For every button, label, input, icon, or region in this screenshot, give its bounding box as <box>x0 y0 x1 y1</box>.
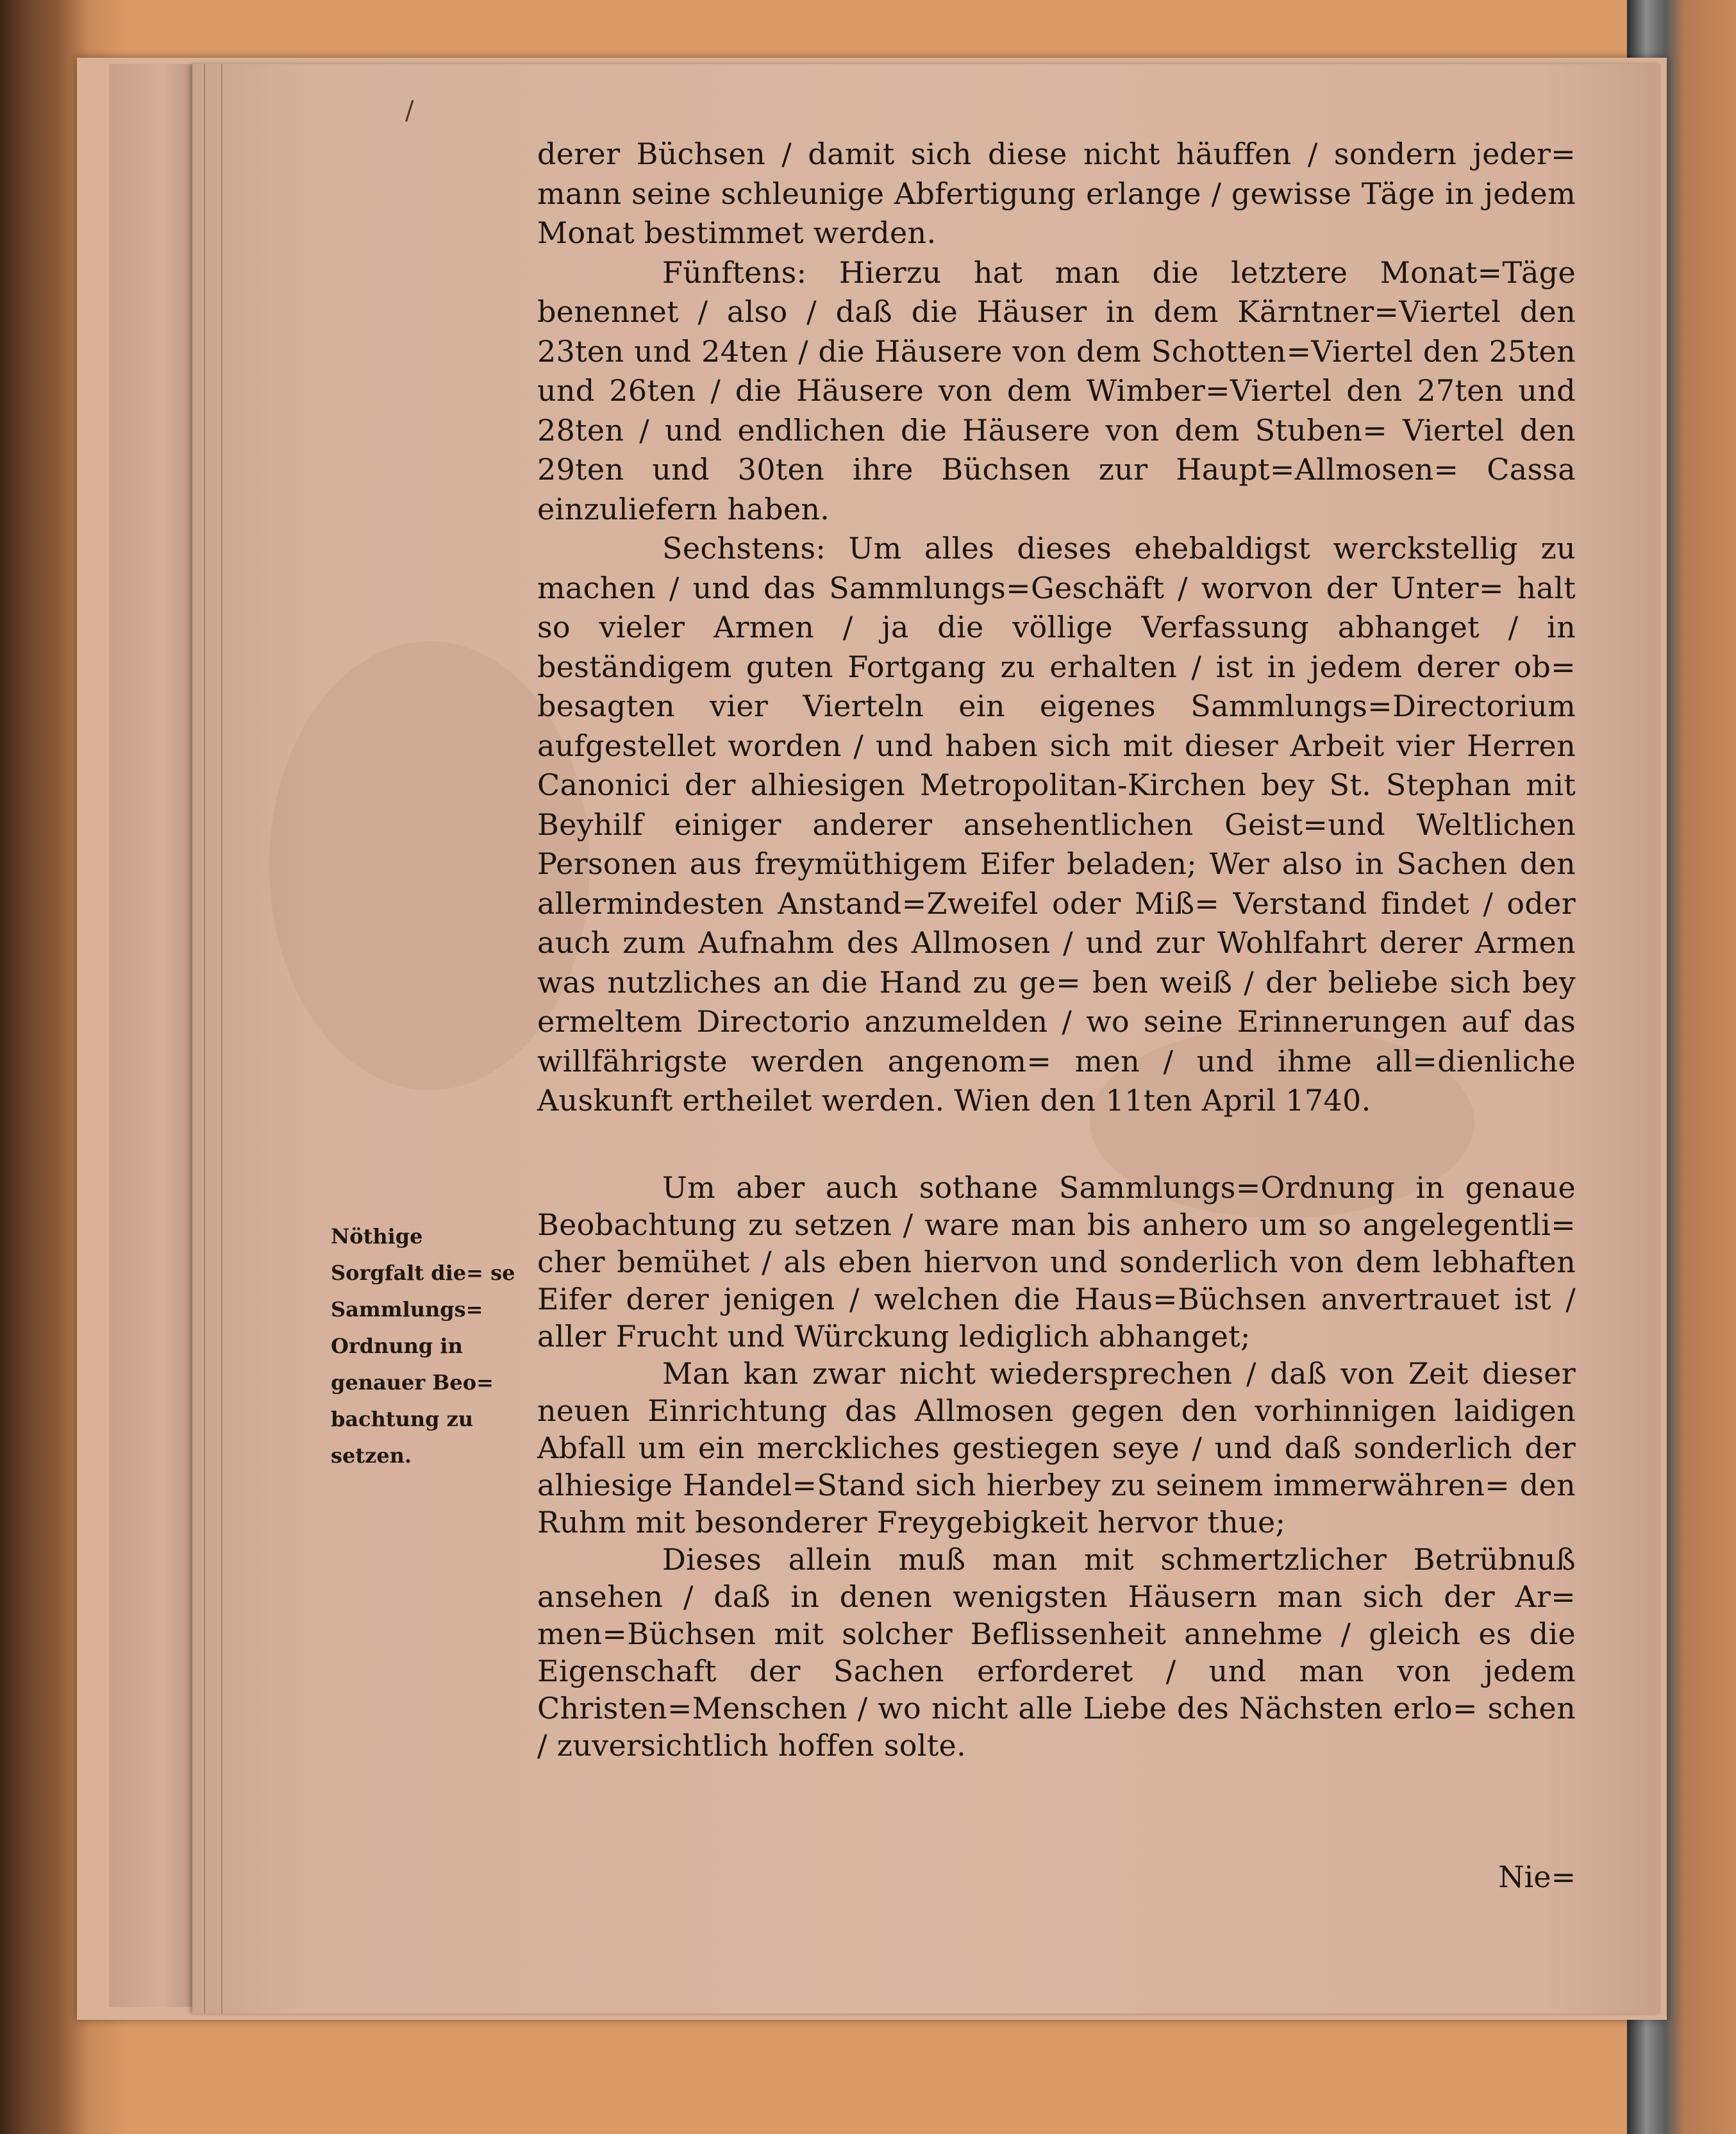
main-text-column <box>537 135 1576 1764</box>
page-edge-line <box>221 64 222 2013</box>
paragraph-einrichtung: Man kan zwar nicht wiedersprechen / daß von Zeit dieser neuen Einrichtung das Allmosen gegen den vorhinnigen laidigen Abfall um ein merckliches gestiegen seye / und daß sonderlich der alhiesige Handel=Stand sich hierbey zu seinem immerwähren= den Ruhm mit besonderer Freygebigkeit hervor thue; <box>537 1356 1576 1540</box>
page-gutter-edge <box>109 64 199 2007</box>
paragraph-fuenftens: Fünftens: Hierzu hat man die letztere Monat=Täge benennet / also / daß die Häuser in dem Kärntner=Viertel den 23ten und 24ten / die Häusere von dem Schotten=Viertel den 25ten und 26ten / die Häusere von dem Wimber=Viertel den 27ten und 28ten / und endlichen die Häusere von dem Stuben= Viertel den 29ten und 30ten ihre Büchsen zur Haupt=Allmosen= Cassa einzuliefern haben. <box>537 255 1576 526</box>
margin-mark: / <box>405 96 414 126</box>
paragraph-sammlungs-ordnung: Um aber auch sothane Sammlungs=Ordnung in genaue Beobachtung zu setzen / ware man bis anhero um so angelegentli= cher bemühet / als eben hiervon und sonderlich von dem lebhaften Eifer derer jenigen / welchen die Haus=Büchsen anvertrauet ist / aller Frucht und Würckung lediglich abhanget; <box>537 1170 1576 1354</box>
paragraph-sechstens: Sechstens: Um alles dieses ehebaldigst werckstellig zu machen / und das Sammlungs=Geschäft / worvon der Unter= halt so vieler Armen / ja die völlige Verfassung abhanget / in beständigem guten Fortgang zu erhalten / ist in jedem derer ob= besagten vier Vierteln ein eigenes Sammlungs=Directorium aufgestellet worden / und haben sich mit dieser Arbeit vier Herren Canonici der alhiesigen Metropolitan-Kirchen bey St. Stephan mit Beyhilf einiger anderer ansehentlichen Geist=und Weltlichen Personen aus freymüthigem Eifer beladen; Wer also in Sachen den allermindesten Anstand=Zweifel oder Miß= Verstand findet / oder auch zum Aufnahm des Allmosen / und zur Wohlfahrt derer Armen was nutzliches an die Hand zu ge= ben weiß / der beliebe sich bey ermeltem Directorio anzumelden / wo seine Erinnerungen auf das willfährigste werden angenom= men / und ihme all=dienliche Auskunft ertheilet werden. Wien den 11ten April 1740. <box>537 531 1576 1118</box>
marginal-note: Nöthige Sorgfalt die= se Sammlungs= Ordnung in genauer Beo= bachtung zu setzen. <box>331 1224 515 1468</box>
paragraph-intro: derer Büchsen / damit sich diese nicht häuffen / sondern jeder= mann seine schleunige Abfertigung erlange / gewisse Täge in jedem Monat bestimmet werden. <box>537 137 1576 250</box>
catchword: Nie= <box>1498 1860 1576 1894</box>
paragraph-betruebnuss: Dieses allein muß man mit schmertzlicher Betrübnuß ansehen / daß in denen wenigsten Häusern man sich der Ar= men=Büchsen mit solcher Beflissenheit annehme / gleich es die Eigenschaft der Sachen erforderet / und man von jedem Christen=Menschen / wo nicht alle Liebe des Nächsten erlo= schen / zuversichtlich hoffen solte. <box>537 1542 1576 1763</box>
page-edge-line <box>204 64 205 2013</box>
